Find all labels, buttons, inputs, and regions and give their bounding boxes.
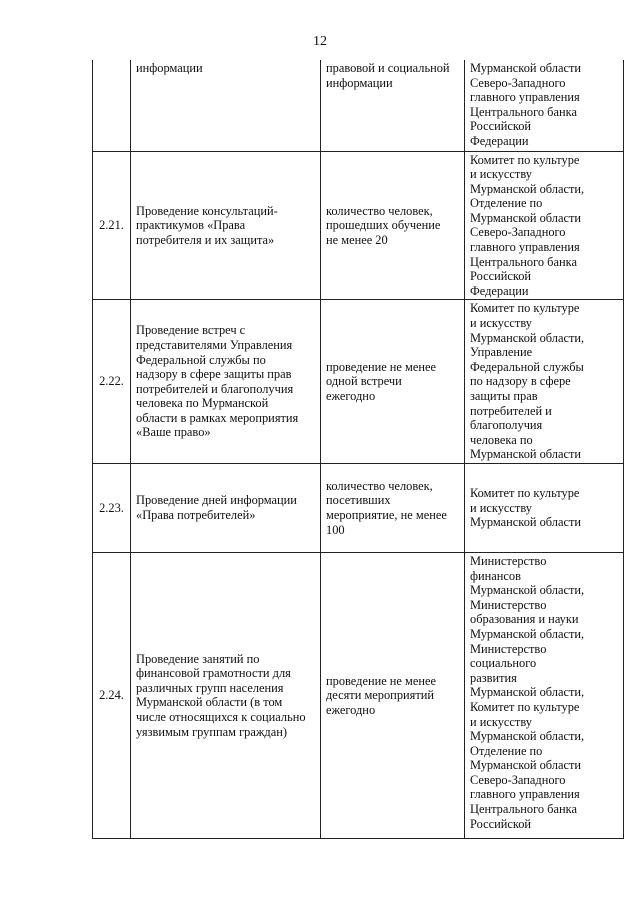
executors-cell: Комитет по культуре и искусству Мурманской области, Отделение по Мурманской области Северо-Западного главного управления Центрального банка Российской Федерации [465, 151, 624, 300]
indicator-cell: проведение не менее десяти мероприятий ежегодно [321, 552, 465, 838]
indicator-cell: количество человек, посетивших мероприятие, не менее 100 [321, 463, 465, 552]
row-number: 2.21. [93, 151, 131, 300]
row-number [93, 60, 131, 151]
page-number: 12 [313, 34, 327, 49]
row-number: 2.24. [93, 552, 131, 838]
indicator-cell: количество человек, прошедших обучение не менее 20 [321, 151, 465, 300]
table-row [93, 463, 624, 552]
table-row [93, 151, 624, 300]
indicator-cell: проведение не менее одной встречи ежегодно [321, 300, 465, 464]
executors-cell: Министерство финансов Мурманской области, Министерство образования и науки Мурманской области, Министерство социального развития Мурманской области, Комитет по культуре и искусству Мурманской области, Отделение по Мурманской области Северо-Западного главного управления Центрального банка Российской [465, 552, 624, 838]
table-row [93, 300, 624, 464]
executors-cell: Комитет по культуре и искусству Мурманской области, Управление Федеральной службы по надзору в сфере защиты прав потребителей и благополучия человека по Мурманской области [465, 300, 624, 464]
row-number: 2.23. [93, 463, 131, 552]
executors-cell: Мурманской области Северо-Западного главного управления Центрального банка Российской Федерации [465, 60, 624, 151]
row-number: 2.22. [93, 300, 131, 464]
indicator-cell: правовой и социальной информации [321, 60, 465, 151]
event-cell: Проведение занятий по финансовой грамотности для различных групп населения Мурманской области (в том числе относящихся к социально уязвимым группам граждан) [131, 552, 321, 838]
event-cell: Проведение консультаций- практикумов «Права потребителя и их защита» [131, 151, 321, 300]
executors-cell: Комитет по культуре и искусству Мурманской области [465, 463, 624, 552]
table-row [93, 60, 624, 151]
event-cell: Проведение дней информации «Права потребителей» [131, 463, 321, 552]
event-cell: информации [131, 60, 321, 151]
event-cell: Проведение встреч с представителями Управления Федеральной службы по надзору в сфере защиты прав потребителей и благополучия человека по Мурманской области в рамках мероприятия «Ваше право» [131, 300, 321, 464]
activities-table [92, 60, 624, 839]
table-row [93, 552, 624, 838]
